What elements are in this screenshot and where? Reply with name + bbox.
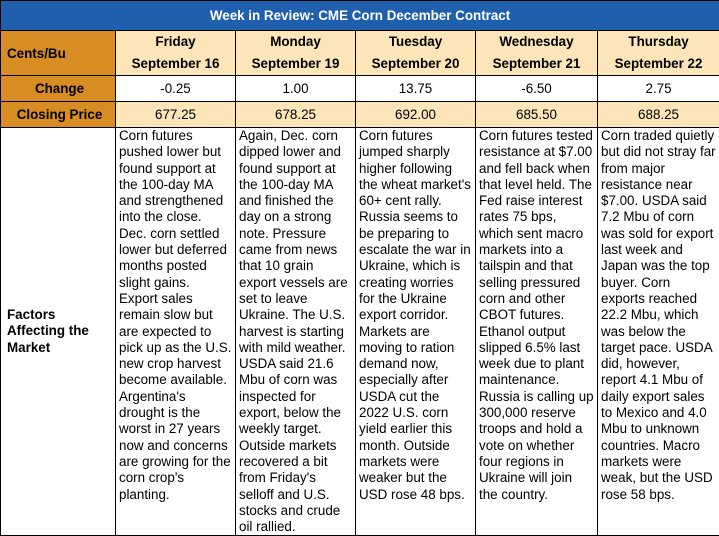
day-header-thursday — [598, 31, 719, 76]
date-label: September 20 — [359, 53, 472, 75]
change-value-friday: -0.25 — [116, 76, 236, 102]
change-value-tuesday: 13.75 — [356, 76, 476, 102]
factors-text-tuesday: Corn futures jumped sharply higher following the wheat market's 60+ cent rally. Russia seems to be preparing to escalate the war in Ukraine, which is creating worries for the Ukraine export corridor. Markets are moving to ration demand now, especially after USDA cut the 2022 U.S. corn yield earlier this month. Outside markets were weaker but the USD rose 48 bps. — [356, 128, 476, 536]
change-value-thursday: 2.75 — [598, 76, 719, 102]
factors-text-thursday: Corn traded quietly but did not stray far from major resistance near $7.00. USDA said 7.2 Mbu of corn was sold for export last week and Japan was the top buyer. Corn exports reached 22.2 Mbu, which was below the target pace. USDA did, however, report 4.1 Mbu of daily export sales to Mexico and 4.0 Mbu to unknown countries. Macro markets were weak, but the USD rose 58 bps. — [598, 128, 719, 536]
closing-price-friday: 677.25 — [116, 102, 236, 128]
closing-price-row — [1, 102, 719, 128]
title-row — [1, 1, 719, 31]
factors-text-monday: Again, Dec. corn dipped lower and found support at the 100-day MA and finished the day on a strong note. Pressure came from news that 10 grain export vessels are set to leave Ukraine. The U.S. harvest is starting with mild weather. USDA said 21.6 Mbu of corn was inspected for export, below the weekly target. Outside markets recovered a bit from Friday's selloff and U.S. stocks and crude oil rallied. — [236, 128, 356, 536]
header-row — [1, 31, 719, 76]
weekday-label: Wednesday — [479, 31, 594, 53]
date-label: September 22 — [601, 53, 716, 75]
date-label: September 21 — [479, 53, 594, 75]
closing-price-thursday: 688.25 — [598, 102, 719, 128]
change-row — [1, 76, 719, 102]
factors-text-friday: Corn futures pushed lower but found support at the 100-day MA and strengthened into the close. Dec. corn settled lower but deferred months posted slight gains. Export sales remain slow but are expected to pick up as the U.S. new crop harvest become available. Argentina's drought is the worst in 27 years now and concerns are growing for the corn crop's planting. — [116, 128, 236, 536]
day-header-wednesday — [476, 31, 598, 76]
closing-price-label: Closing Price — [1, 102, 116, 128]
day-header-friday — [116, 31, 236, 76]
factors-label: Factors Affecting the Market — [1, 128, 116, 536]
factors-text-wednesday: Corn futures tested resistance at $7.00 and fell back when that level held. The Fed raise interest rates 75 bps, which sent macro markets into a tailspin and that selling pressured corn and other CBOT futures. Ethanol output slipped 6.5% last week due to plant maintenance. Russia is calling up 300,000 reserve troops and hold a vote on whether four regions in Ukraine will join the country. — [476, 128, 598, 536]
weekday-label: Thursday — [601, 31, 716, 53]
factors-row — [1, 128, 719, 536]
date-label: September 19 — [239, 53, 352, 75]
change-label: Change — [1, 76, 116, 102]
closing-price-monday: 678.25 — [236, 102, 356, 128]
day-header-monday — [236, 31, 356, 76]
table-title: Week in Review: CME Corn December Contract — [1, 1, 719, 31]
change-value-wednesday: -6.50 — [476, 76, 598, 102]
weekday-label: Tuesday — [359, 31, 472, 53]
weekday-label: Monday — [239, 31, 352, 53]
change-value-monday: 1.00 — [236, 76, 356, 102]
date-label: September 16 — [119, 53, 232, 75]
closing-price-tuesday: 692.00 — [356, 102, 476, 128]
unit-label: Cents/Bu — [1, 31, 116, 76]
day-header-tuesday — [356, 31, 476, 76]
closing-price-wednesday: 685.50 — [476, 102, 598, 128]
weekday-label: Friday — [119, 31, 232, 53]
